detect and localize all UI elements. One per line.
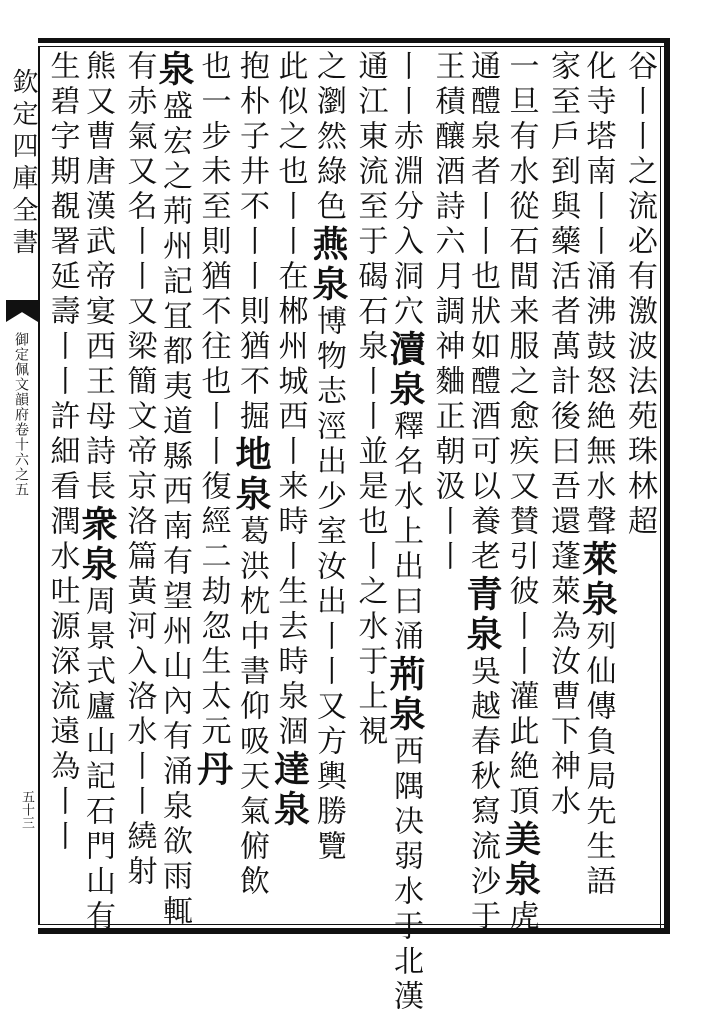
- text-column: [191, 50, 234, 920]
- frame-right-inner-line: [660, 46, 661, 930]
- entry-heading: 達泉: [268, 750, 311, 830]
- entry-heading: 荊泉: [384, 655, 426, 735]
- entry-text: 一旦有水從石間来服之愈疾又賛引彼丨丨灌此絶頂: [503, 50, 539, 820]
- entry-heading: 燕泉: [307, 225, 349, 305]
- entry-text: 通江東流至于碣石泉丨丨並是也: [352, 50, 388, 540]
- text-column: [346, 50, 388, 920]
- entry-text: 抱朴子井不丨丨則猶不掘: [234, 50, 269, 435]
- text-column: [76, 50, 118, 935]
- entry-text: 釋名水上出曰涌: [388, 410, 423, 655]
- text-column: [499, 50, 542, 935]
- entry-text: 也一步未至則猶不往也丨丨復經二劫忽生太元: [195, 50, 231, 750]
- frame-top-border: [38, 38, 670, 43]
- text-column: [576, 50, 619, 920]
- text-column: [384, 50, 426, 1015]
- entry-text: 吳越春秋寫流沙于: [465, 655, 500, 935]
- entry-text: 盛宏之荊州記冝都夷道縣西南有望州山內有涌泉欲雨輒: [157, 90, 192, 930]
- entry-text: 列仙傳負局先生語: [580, 620, 616, 900]
- entry-heading: 青泉: [461, 575, 503, 655]
- entry-text: 化寺塔南丨丨涌沸鼓怒絶無水聲: [580, 50, 616, 540]
- text-column: [115, 50, 157, 920]
- page-number: 五十三: [19, 790, 34, 829]
- entry-heading: 萊泉: [576, 540, 619, 620]
- entry-text: 之瀏然綠色: [311, 50, 346, 225]
- text-column: [539, 50, 578, 920]
- book-title: 欽定四庫全書: [8, 68, 38, 260]
- text-column: [38, 50, 80, 920]
- fish-tail-mark: [6, 300, 38, 322]
- entry-text: 有赤氣又名丨丨又梁簡文帝京洛篇黃河入洛水丨丨繞射: [121, 50, 157, 890]
- text-column: [461, 50, 503, 935]
- entry-text: 西隅决弱水于北漢: [388, 735, 423, 1015]
- text-column: [423, 50, 465, 920]
- entry-heading: 泉: [153, 50, 195, 90]
- entry-text: 生碧字期覩署延壽丨丨許細看: [44, 50, 80, 505]
- frame-right-border: [664, 38, 670, 934]
- frame-bottom-inner-line: [38, 924, 664, 925]
- entry-text: 周景式廬山記石門山有: [80, 585, 115, 935]
- entry-text: 虎: [503, 900, 539, 935]
- entry-text: 博物志涇出少室汝出丨丨又方輿勝覽: [311, 305, 346, 865]
- entry-text: 王積釀酒詩六月調神麯正朝汲丨丨: [429, 50, 465, 575]
- entry-text: 通醴泉者丨丨也狀如醴酒可以養老: [465, 50, 500, 575]
- entry-text: 丨丨赤淵分入洞穴: [388, 50, 423, 330]
- entry-text: 葛洪枕中書仰吸天氣俯飲: [234, 515, 269, 900]
- text-column: [308, 50, 347, 920]
- entry-text: 熊又曹唐漢武帝宴西王母詩長: [80, 50, 115, 505]
- entry-heading: 丹: [191, 750, 234, 790]
- text-column: [616, 50, 655, 920]
- entry-text: 此似之也丨丨在郴州城西丨来時丨生去時泉涸: [272, 50, 308, 750]
- text-column: [268, 50, 311, 920]
- entry-text: 谷丨丨之流必有激波法苑珠林超: [622, 50, 657, 540]
- entry-heading: 地泉: [230, 435, 272, 515]
- entry-heading: 美泉: [499, 820, 542, 900]
- text-column: [231, 50, 270, 920]
- frame-bottom-border: [38, 928, 670, 934]
- entry-text: 丨之水于上視: [352, 540, 388, 750]
- frame-top-inner-line: [38, 46, 670, 47]
- entry-text: 家至戶到與藥活者萬計後曰吾還蓬萊為汝曹下神水: [545, 50, 580, 820]
- page-margin: [6, 50, 38, 920]
- entry-heading: 瀆泉: [384, 330, 426, 410]
- chapter-subtitle: 御定佩文韻府卷十六之五: [13, 332, 29, 497]
- entry-heading: 衆泉: [76, 505, 118, 585]
- entry-text: 潤水吐源深流遠為丨丨: [44, 505, 80, 855]
- text-column: [153, 50, 195, 930]
